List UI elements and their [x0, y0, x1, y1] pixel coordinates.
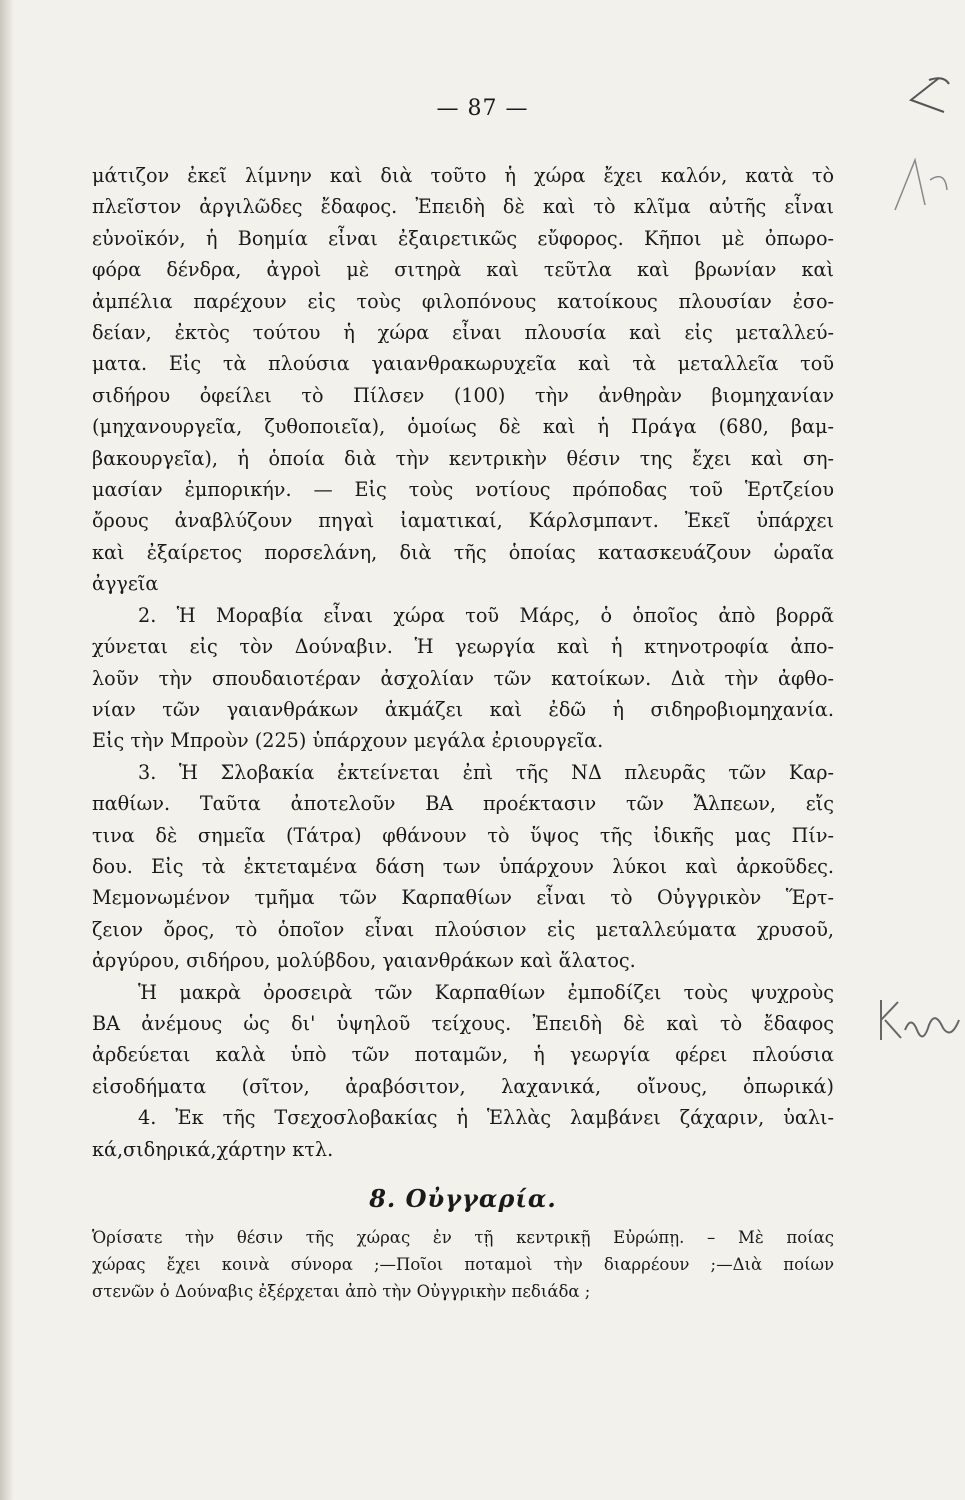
text-line: μασίαν ἐμπορικήν. — Εἰς τοὺς νοτίους πρόποδας τοῦ Ἑρτζείου [92, 478, 834, 502]
text-line: Εἰς τὴν Μπροὺν (225) ὑπάρχουν μεγάλα ἐριουργεῖα. [92, 729, 604, 753]
text-line: ὄρους ἀναβλύζουν πηγαὶ ἰαματικαί, Κάρλσμπαντ. Ἐκεῖ ὑπάρχει [92, 509, 834, 533]
questions-block [92, 1224, 834, 1305]
text-line: λοῦν τὴν σπουδαιοτέραν ἀσχολίαν τῶν κατοίκων. Διὰ τὴν ἀφθο- [92, 666, 834, 690]
text-line: παθίων. Ταῦτα ἀποτελοῦν ΒΑ πρoέκτασιν τῶν Ἄλπεων, εἴς [92, 792, 834, 816]
main-text [92, 160, 834, 1305]
margin-pencil-scribble-icon [885, 150, 955, 220]
text-line: ζειον ὄρος, τὸ ὁποῖον εἶναι πλούσιον εἰς μεταλλεύματα χρυσοῦ, [92, 917, 834, 941]
question-line: χώρας ἔχει κοινὰ σύνορα ;—Ποῖοι ποταμοὶ τὴν διαρρέουν ;—Διὰ ποίων [92, 1255, 834, 1275]
text-line: 2. Ἡ Μοραβία εἶναι χώρα τοῦ Μάρς, ὁ ὁποῖος ἀπὸ βορρᾶ [138, 603, 834, 627]
text-line: δου. Εἰς τὰ ἐκτεταμένα δάση των ὑπάρχουν λύκοι καὶ ἀρκοῦδες. [92, 854, 834, 878]
text-line: κά,σιδηρικά,χάρτην κτλ. [92, 1137, 334, 1161]
text-line: εὐνοϊκόν, ἡ Βοημία εἶναι ἐξαιρετικῶς εὔφορος. Κῆποι μὲ ὀπωρο- [92, 226, 834, 250]
text-line: σιδήρου ὀφείλει τὸ Πίλσεν (100) τὴν ἀνθηρὰν βιομηχανίαν [92, 383, 834, 407]
text-line: 4. Ἐκ τῆς Τσεχοσλοβακίας ἡ Ἑλλὰς λαμβάνει ζάχαριν, ὑαλι- [138, 1106, 834, 1130]
text-line: χύνεται εἰς τὸν Δούναβιν. Ἡ γεωργία καὶ ἡ κτηνοτροφία ἀπο- [92, 635, 834, 659]
question-line: Ὁρίσατε τὴν θέσιν τῆς χώρας ἐν τῇ κεντρικῇ Εὐρώπῃ. – Μὲ ποίας [92, 1228, 834, 1248]
margin-pencil-mark-icon [899, 70, 959, 120]
page-number: — 87 — [436, 96, 529, 121]
text-line: ἀρδεύεται καλὰ ὑπὸ τῶν ποταμῶν, ἡ γεωργία φέρει πλούσια [92, 1043, 834, 1067]
question-line: στενῶν ὁ Δούναβις ἐξέρχεται ἀπὸ τὴν Οὐγγρικὴν πεδιάδα ; [92, 1282, 591, 1302]
text-line: 3. Ἡ Σλοβακία ἐκτείνεται ἐπὶ τῆς ΝΔ πλευρᾶς τῶν Καρ- [138, 760, 834, 784]
text-line: νίαν τῶν γαιανθράκων ἀκμάζει καὶ ἐδῶ ἡ σιδηροβιομηχανία. [92, 697, 834, 721]
text-line: Μεμονωμένον τμῆμα τῶν Καρπαθίων εἶναι τὸ Οὐγγρικὸν Ἕρτ- [92, 886, 834, 910]
text-line: βακουργεῖα), ἡ ὁποία διὰ τὴν κεντρικὴν θέσιν της ἔχει καὶ ση- [92, 446, 834, 470]
text-line: ματα. Εἰς τὰ πλούσια γαιανθρακωρυχεῖα καὶ τὰ μεταλλεῖα τοῦ [92, 352, 834, 376]
text-line: ἀργύρου, σιδήρου, μολύβδου, γαιανθράκων καὶ ἅλατος. [92, 949, 636, 973]
text-line: μάτιζον ἐκεῖ λίμνην καὶ διὰ τοῦτο ἡ χώρα ἔχει καλόν, κατὰ τὸ [92, 164, 834, 187]
text-line: πλεῖστον ἀργιλῶδες ἔδαφος. Ἐπειδὴ δὲ καὶ τὸ κλῖμα αὐτῆς εἶναι [92, 195, 834, 219]
text-line: εἰσοδήματα (σῖτον, ἀραβόσιτον, λαχανικά, οἴνους, ὀπωρικά) [92, 1074, 834, 1098]
section-title: 8. Οὐγγαρία. [369, 1184, 557, 1213]
text-line: καὶ ἐξαίρετος πορσελάνη, διὰ τῆς ὁποίας κατασκευάζουν ὡραῖα [92, 540, 834, 564]
text-line: δείαν, ἐκτὸς τούτου ἡ χώρα εἶναι πλουσία καὶ εἰς μεταλλεύ- [92, 321, 834, 345]
text-line: τινα δὲ σημεῖα (Τάτρα) φθάνουν τὸ ὕψος τῆς ἰδικῆς μας Πίν- [92, 823, 834, 847]
text-line: ἀγγεῖα [92, 572, 159, 596]
text-line: ἀμπέλια παρέχουν εἰς τοὺς φιλοπόνους κατοίκους πλουσίαν ἐσο- [92, 289, 834, 313]
text-line: φόρα δένδρα, ἀγροὶ μὲ σιτηρὰ καὶ τεῦτλα καὶ βρωνίαν καὶ [92, 258, 834, 282]
paragraph-lines [92, 160, 834, 1165]
page-binding-shadow [0, 0, 14, 1500]
text-line: ΒΑ ἀνέμους ὡς δι' ὑψηλοῦ τείχους. Ἐπειδὴ δὲ καὶ τὸ ἔδαφος [92, 1011, 834, 1035]
text-line: Ἡ μακρὰ ὀροσειρὰ τῶν Καρπαθίων ἐμποδίζει τοὺς ψυχροὺς [138, 980, 834, 1004]
text-line: (μηχανουργεῖα, ζυθοποιεῖα), ὁμοίως δὲ καὶ ἡ Πράγα (680, βαμ- [92, 415, 834, 439]
margin-handwriting-icon [873, 990, 963, 1050]
